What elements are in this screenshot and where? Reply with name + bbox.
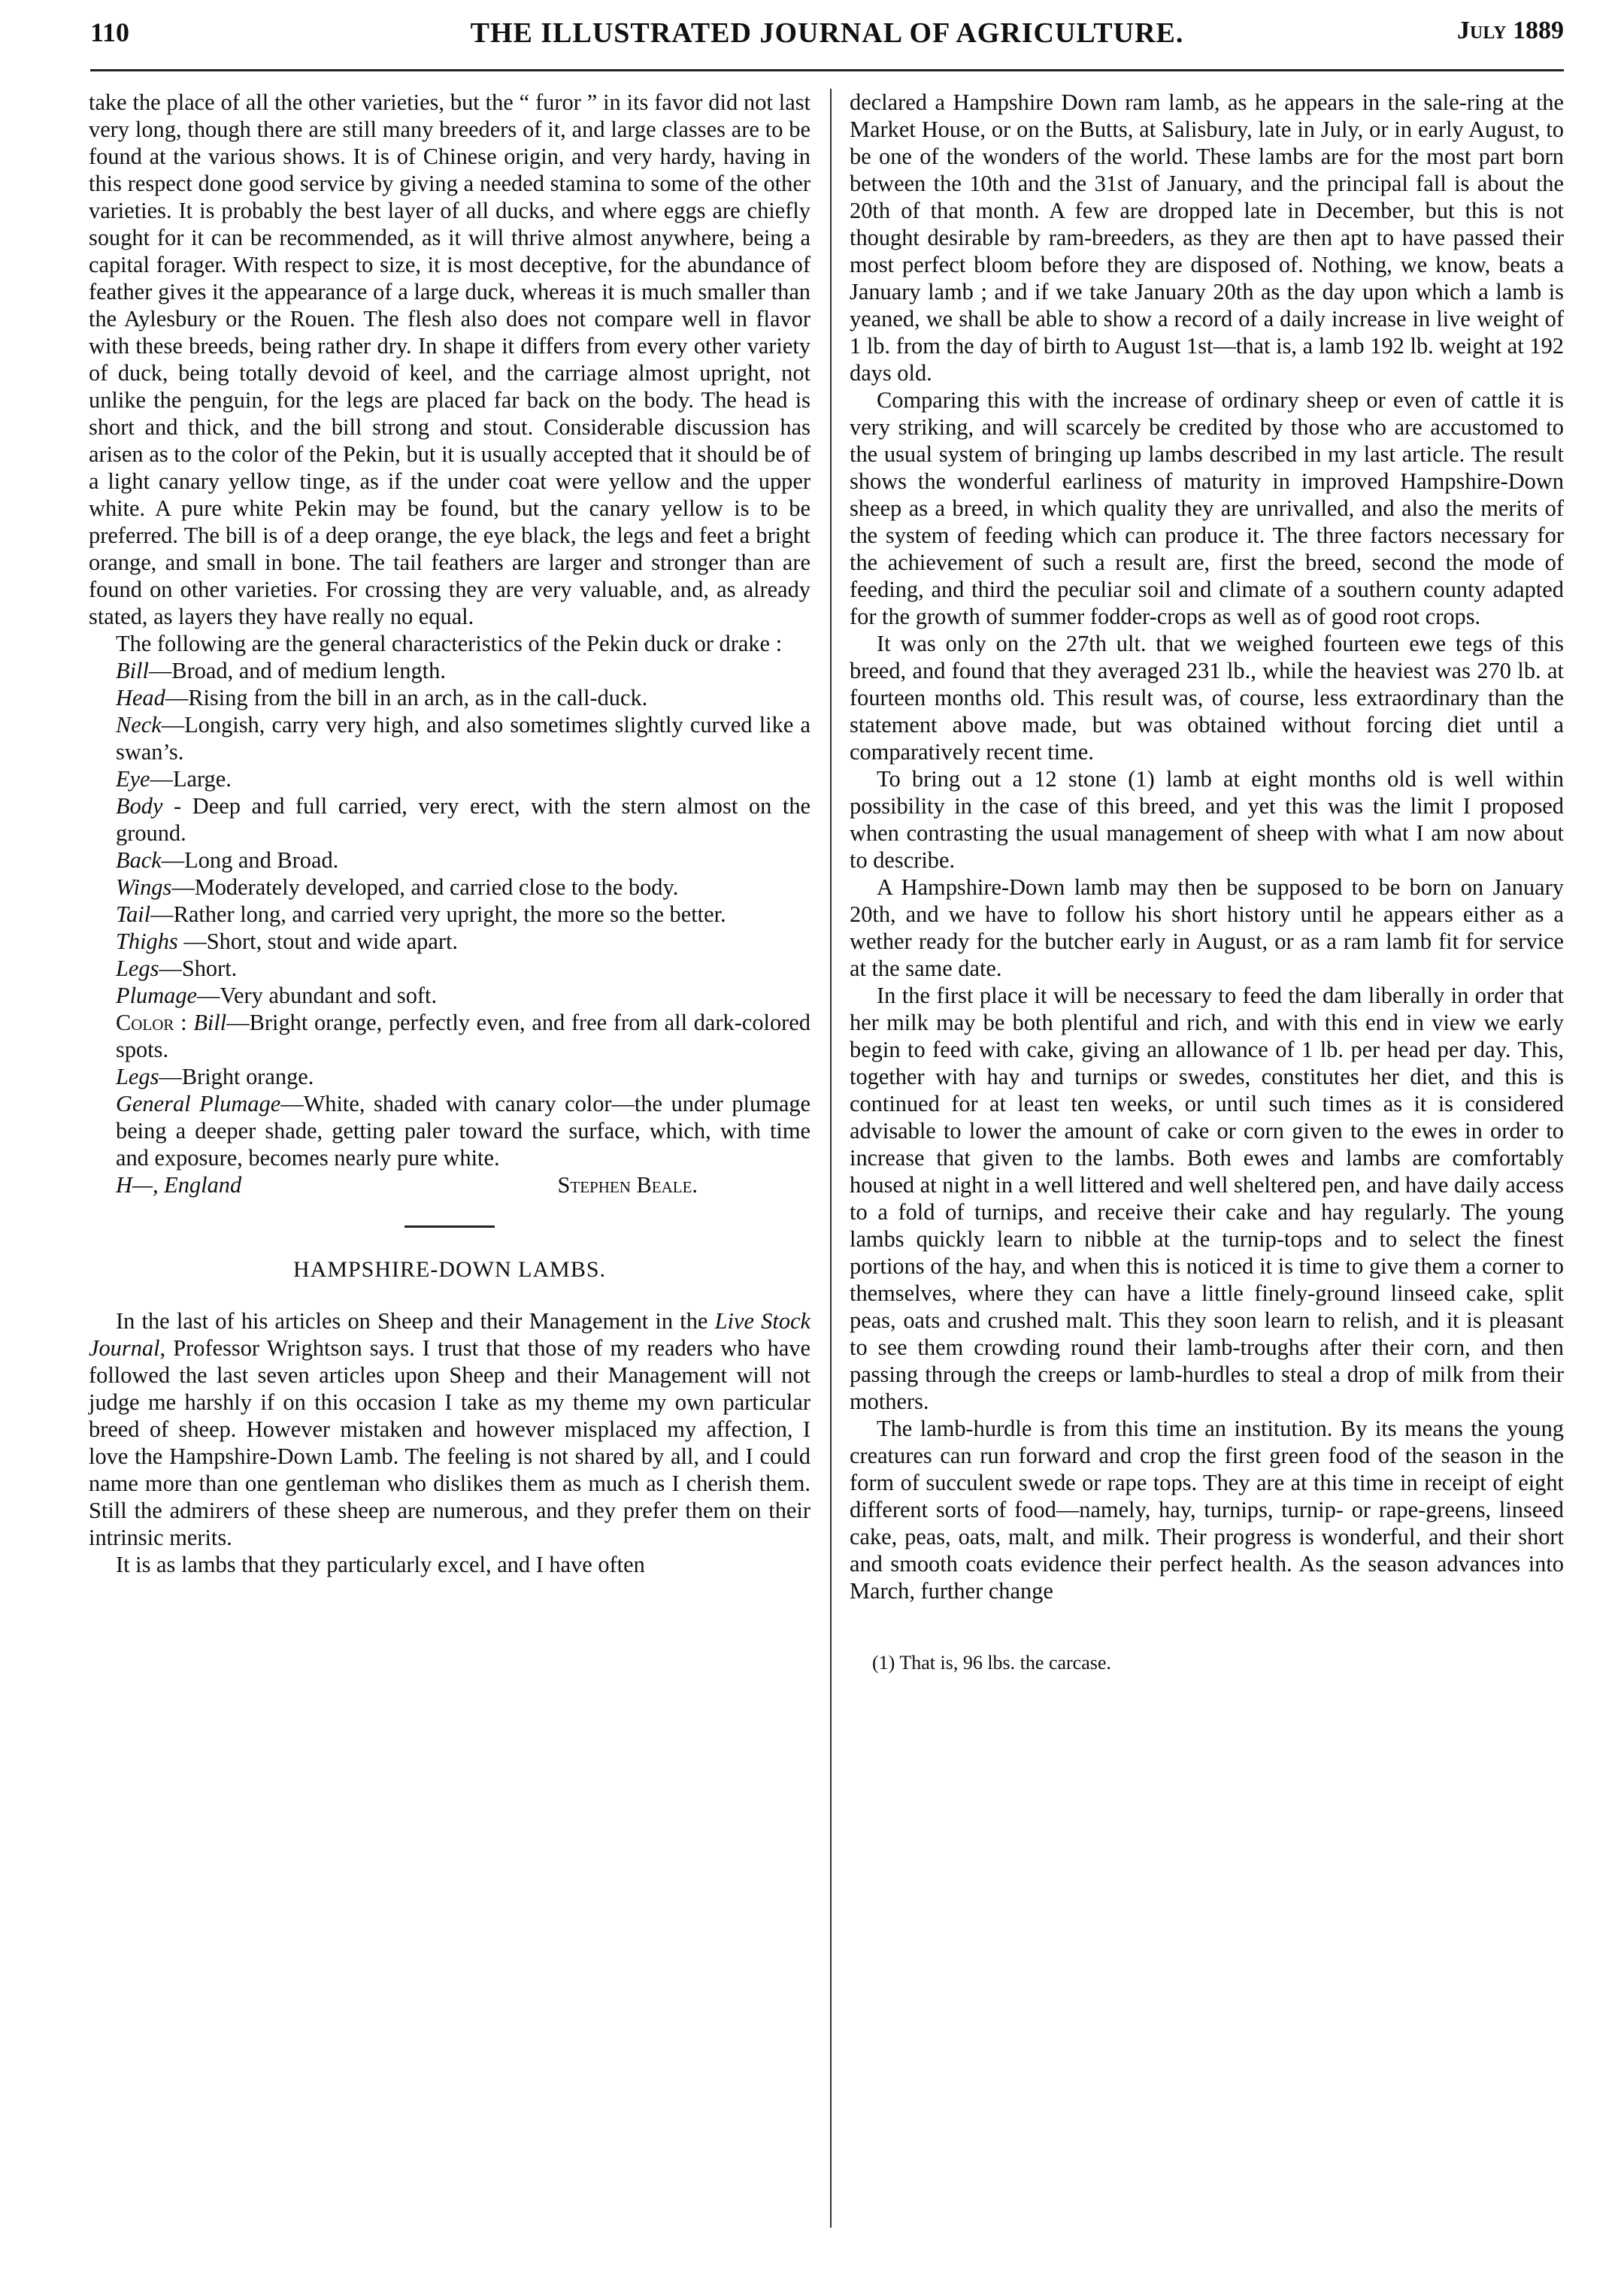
characteristic-item [89,874,810,901]
general-plumage-text: —White, shaded with canary color—the under plumage being a deeper shade, getting paler toward the surface, which, with time and exposure, becomes nearly pure white. [116,1091,811,1171]
hampshire-intro-a: In the last of his articles on Sheep and their Management in the [116,1308,715,1334]
characteristic-text: —Longish, carry very high, and also sometimes slightly curved like a swan’s. [116,712,810,765]
issue-date: July 1889 [1457,17,1564,44]
characteristic-term: Eye [116,766,150,792]
characteristic-text: —Large. [150,766,232,792]
characteristic-item [89,982,810,1009]
characteristic-text: —Rather long, and carried very upright, the more so the better. [150,901,726,927]
color-bill-text: —Bright orange, perfectly even, and free from all dark-colored spots. [116,1010,810,1062]
characteristic-item [89,765,810,792]
characteristic-term: Thighs [116,929,178,954]
ram-lamb-paragraph: declared a Hampshire Down ram lamb, as he appears in the sale-ring at the Market House, or on the Butts, at Salisbury, late in July, or in early August, to be one of the wonders of the world. These lambs are for the most part born between the 10th and the 31st of January, and the principal fall is about the 20th of that month. A few are dropped late in December, but this is not thought desirable by ram-breeders, as they are then apt to have passed their most perfect bloom before they are disposed of. Nothing, we know, beats a January lamb ; and if we take January 20th as the day upon which a lamb is yeaned, we shall be able to show a record of a daily increase in live weight of 1 lb. from the day of birth to August 1st—that is, a lamb 192 lb. weight at 192 days old. [850,89,1564,386]
characteristic-term: Wings [116,874,172,900]
characteristic-term: Head [116,685,165,710]
color-label: Color : [116,1010,187,1035]
pekin-paragraph: take the place of all the other varieties, but the “ furor ” in its favor did not last very long, though there are still many breeders of it, and large classes are to be found at the various shows. It is of Chinese origin, and very hardy, having in this respect done good service by giving a needed stamina to some of the other varieties. It is probably the best layer of all ducks, and where eggs are chiefly sought for it can be recommended, as it will thrive almost anywhere, being a capital forager. With respect to size, it is most deceptive, for the abundance of feather gives it the appearance of a large duck, whereas it is much smaller than the Aylesbury or the Rouen. The flesh also does not compare well in flavor with these breeds, being rather dry. In shape it differs from every other variety of duck, being totally devoid of keel, and the carriage almost upright, not unlike the penguin, for the legs are placed far back on the body. The head is short and thick, and the bill strong and stout. Considerable discussion has arisen as to the color of the Pekin, but it is usually accepted that it should be of a light canary yellow tinge, as if the under coat were yellow and the upper white. A pure white Pekin may be found, but the canary yellow is to be preferred. The bill is of a deep orange, the eye black, the legs and feet a bright orange, and small in bone. The tail feathers are larger and stronger than are found on other varieties. For crossing they are very valuable, and, as already stated, as layers they have really no equal. [89,89,810,629]
journal-name: Live Stock Journal [89,1308,810,1361]
characteristic-text: —Short. [159,956,238,981]
color-legs [89,1063,810,1090]
characteristic-term: Bill [116,658,149,683]
characteristic-text: —Short, stout and wide apart. [177,929,458,954]
characteristic-item [89,657,810,684]
characteristic-text: - Deep and full carried, very erect, with the stern almost on the ground. [116,793,810,846]
characteristic-term: Tail [116,901,151,927]
general-plumage [89,1090,810,1171]
signature-name: Stephen Beale. [557,1172,698,1198]
characteristic-item [89,792,810,847]
characteristic-item [89,711,810,765]
characteristic-term: Plumage [116,983,198,1008]
characteristic-text: —Moderately developed, and carried close to the body. [171,874,679,900]
color-bill [89,1009,810,1063]
characteristic-term: Neck [116,712,162,738]
right-column [850,89,1564,1677]
characteristic-item [89,901,810,928]
born-january-paragraph: A Hampshire-Down lamb may then be supposed to be born on January 20th, and we have to follow his short history until he appears either as a wether ready for the butcher early in August, or as a ram lamb fit for service at the same date. [850,874,1564,981]
characteristic-item [89,928,810,955]
general-plumage-term: General Plumage [116,1091,281,1116]
left-column [89,89,810,1578]
characteristics-intro: The following are the general characteristics of the Pekin duck or drake : [116,631,783,656]
header-rule [90,69,1564,71]
lamb-hurdle-paragraph: The lamb-hurdle is from this time an institution. By its means the young creatures can run forward and crop the first green food of the season in the form of succulent swede or rape tops. They are at this time in receipt of eight different sorts of food—namely, hay, turnips, turnip- or rape-greens, linseed cake, peas, oats, malt, and milk. Their progress is wonderful, and their short and smooth coats evidence their perfect health. As the season advances into March, further change [850,1416,1564,1604]
characteristics-list [89,657,810,1009]
color-legs-text: —Bright orange. [159,1064,314,1089]
page-header [90,17,1564,62]
feeding-dam-paragraph: In the first place it will be necessary to feed the dam liberally in order that her milk may be both plentiful and rich, and with this end in view we early begin to feed with cake, giving an allowance of 1 lb. per head per day. This, together with hay and turnips or swedes, constitutes her diet, and this is continued for at least ten weeks, or until such times as it is considered advisable to lower the amount of cake or corn given to the ewes in order to increase that given to the lambs. Both ewes and lambs are comfortably housed at night in a well littered and well sheltered pen, and have daily access to a fold of turnips, and receive their cake and hay regularly. The young lambs quickly learn to nibble at the turnip-tops and to select the finest portions of the hay, and when this is noticed it is time to give them a corner to themselves, where they can have a little finely-ground linseed cake, split peas, oats and crushed malt. This they soon learn to relish, and it is pleasant to see them crowding round their lamb-troughs after their corn, and then passing through the creeps or lamb-hurdles to steal a drop of milk from their mothers. [850,983,1564,1414]
characteristic-term: Legs [116,956,159,981]
characteristic-term: Back [116,847,162,873]
signature-place: H—, England [116,1172,242,1198]
hampshire-intro [89,1307,810,1551]
hampshire-intro-b: , Professor Wrightson says. I trust that those of my readers who have followed the last seven articles upon Sheep and their Management will not judge me harshly if on this occasion I take as my theme my own particular breed of sheep. However mistaken and however misplaced my affection, I love the Hampshire-Down Lamb. The feeling is not shared by all, and I could name more than one gentleman who dislikes them as much as I cherish them. Still the admirers of these sheep are numerous, and they prefer them on their intrinsic merits. [89,1335,810,1550]
characteristic-text: —Broad, and of medium length. [148,658,446,683]
article-heading: HAMPSHIRE-DOWN LAMBS. [292,1257,607,1282]
comparing-paragraph: Comparing this with the increase of ordinary sheep or even of cattle it is very striking, and will scarcely be credited by those who are accustomed to the usual system of bringing up lambs described in my last article. The result shows the wonderful earliness of maturity in improved Hampshire-Down sheep as a breed, in which quality they are unrivalled, and also the merits of the system of feeding which can produce it. The three factors necessary for the achievement of such a result are, first the breed, second the mode of feeding, and third the peculiar soil and climate of a southern county adapted for the growth of summer fodder-crops as well as of good root crops. [850,387,1564,629]
journal-title: THE ILLUSTRATED JOURNAL OF AGRICULTURE. [470,17,1184,49]
characteristic-item [89,684,810,711]
characteristic-text: —Rising from the bill in an arch, as in the call-duck. [165,685,648,710]
characteristic-term: Body [116,793,163,819]
column-divider [830,89,832,2228]
section-divider [404,1225,495,1228]
characteristic-text: —Long and Broad. [161,847,339,873]
characteristic-item [89,955,810,982]
color-legs-term: Legs [116,1064,159,1089]
signature-line [89,1171,810,1198]
ewe-tegs-paragraph: It was only on the 27th ult. that we weighed fourteen ewe tegs of this breed, and found that they averaged 231 lb., while the heaviest was 270 lb. at fourteen months old. This result was, of course, less extraordinary than the statement above made, but was obtained without forcing diet until a comparatively recent time. [850,631,1564,765]
footnote: (1) That is, 96 lbs. the carcase. [872,1652,1111,1674]
page-number: 110 [90,17,130,47]
color-bill-term: Bill [193,1010,227,1035]
lambs-excel-paragraph: It is as lambs that they particularly excel, and I have often [116,1552,645,1577]
twelve-stone-paragraph: To bring out a 12 stone (1) lamb at eight months old is well within possibility in the case of this breed, and yet this was the limit I proposed when contrasting the usual management of sheep with what I am now about to describe. [850,766,1564,873]
characteristic-text: —Very abundant and soft. [197,983,438,1008]
characteristic-item [89,847,810,874]
